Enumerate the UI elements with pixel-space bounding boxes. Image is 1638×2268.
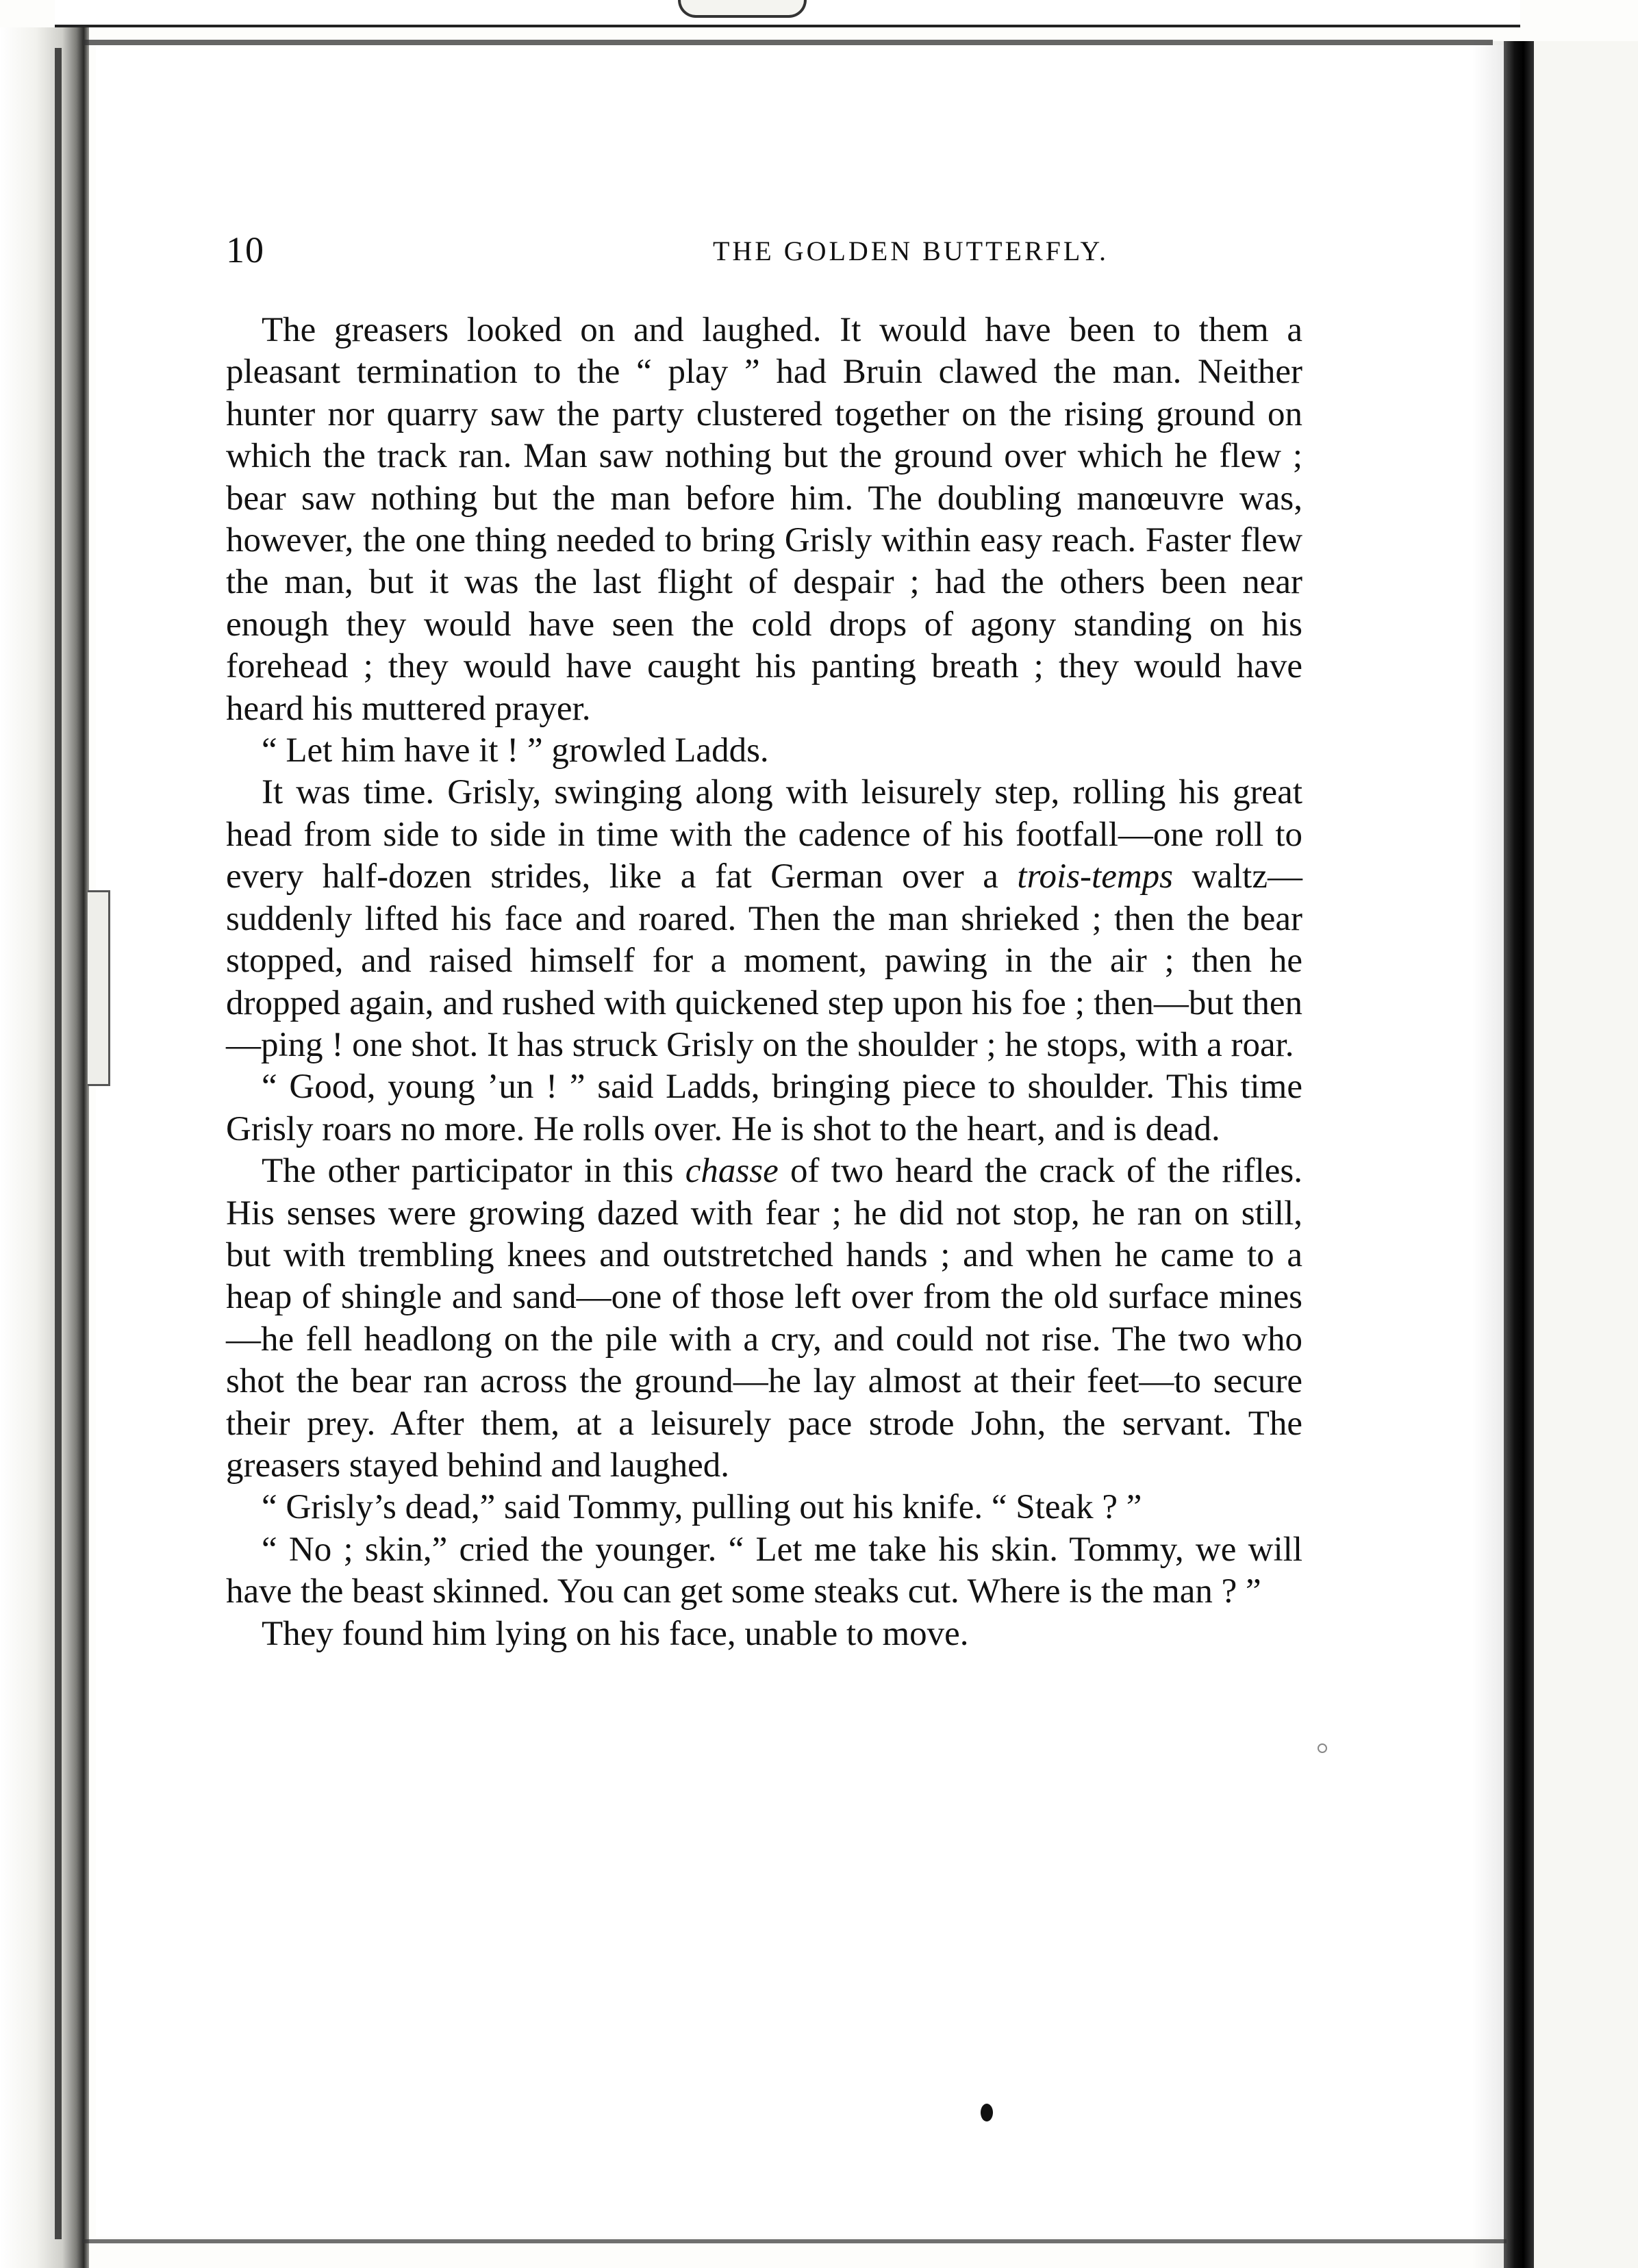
binding-edge (55, 48, 62, 2239)
paragraph (226, 1529, 1302, 1613)
paragraph-text: “ Good, young ’un ! ” said Ladds, bringing piece to shoulder. This time Grisly roars no more. He rolls over. He is shot to the heart, and is dead. (226, 1068, 1302, 1148)
ink-speck (1318, 1743, 1327, 1753)
paragraph-text: “ No ; skin,” cried the younger. “ Let me take his skin. Tommy, we will have the beast skinned. You can get some steaks cut. Where is the man ? ” (226, 1530, 1302, 1611)
top-border-rule (82, 40, 1493, 45)
page-curl-shadow (1472, 41, 1504, 2268)
ink-spot (981, 2104, 993, 2121)
paragraph-text: waltz—suddenly lifted his face and roared. Then the man shrieked ; then the bear stopped, and raised himself for a moment, pawing in the air ; then he dropped again, and rushed with quickened step upon his foe ; then—but then—ping ! one shot. It has struck Grisly on the shoulder ; he stops, with a roar. (226, 857, 1302, 1064)
paragraph (226, 1613, 1302, 1655)
running-head (226, 226, 1418, 274)
page-tab-mark (88, 890, 110, 1086)
page-number: 10 (226, 229, 264, 270)
italic-text: trois-temps (1017, 857, 1174, 896)
paragraph-text: It was time. Grisly, swinging along with leisurely step, rolling his great head from side to side in time with the cadence of his footfall—one roll to every half-dozen strides, like a fat German over a (226, 773, 1302, 896)
paragraph-text: They found him lying on his face, unable to move. (262, 1614, 969, 1653)
paragraph-text: of two heard the crack of the rifles. His senses were growing dazed with fear ; he did not stop, he ran on still, but with trembling knees and outstretched hands ; and when he came to a heap of shingle and sand—one of those left over from the old surface mines—he fell headlong on the pile with a cry, and could not rise. The two who shot the bear ran across the ground—he lay almost at their feet—to secure their prey. After them, at a leisurely pace strode John, the servant. The greasers stayed behind and laughed. (226, 1152, 1302, 1485)
paragraph (226, 1150, 1302, 1487)
paragraph (226, 1066, 1302, 1150)
binding-gutter (0, 27, 89, 2268)
paragraph (226, 772, 1302, 1066)
page-fore-edge-shadow (1504, 41, 1534, 2268)
paragraph (226, 730, 1302, 772)
paragraph-text: “ Grisly’s dead,” said Tommy, pulling out his knife. “ Steak ? ” (262, 1488, 1142, 1527)
italic-text: chasse (685, 1152, 779, 1191)
paragraph-text: The other participator in this (262, 1152, 685, 1191)
bottom-border-rule (82, 2239, 1507, 2243)
paragraph-text: “ Let him have it ! ” growled Ladds. (262, 731, 769, 770)
paragraph-text: The greasers looked on and laughed. It would have been to them a pleasant termination to the “ play ” had Bruin clawed the man. Neither hunter nor quarry saw the party clustered together on the rising ground on which the track ran. Man saw nothing but the ground over which he flew ; bear saw nothing but the man before him. The doubling manœuvre was, however, the one thing needed to bring Grisly within easy reach. Faster flew the man, but it was the last flight of despair ; had the others been near enough they would have seen the cold drops of agony standing on his forehead ; they would have caught his panting breath ; they would have heard his muttered prayer. (226, 311, 1302, 728)
body-text (226, 310, 1302, 1655)
paragraph (226, 310, 1302, 730)
paragraph (226, 1487, 1302, 1528)
running-title: THE GOLDEN BUTTERFLY. (712, 236, 1109, 266)
facing-page-edge (1534, 41, 1638, 2268)
binding-clasp (678, 0, 807, 18)
